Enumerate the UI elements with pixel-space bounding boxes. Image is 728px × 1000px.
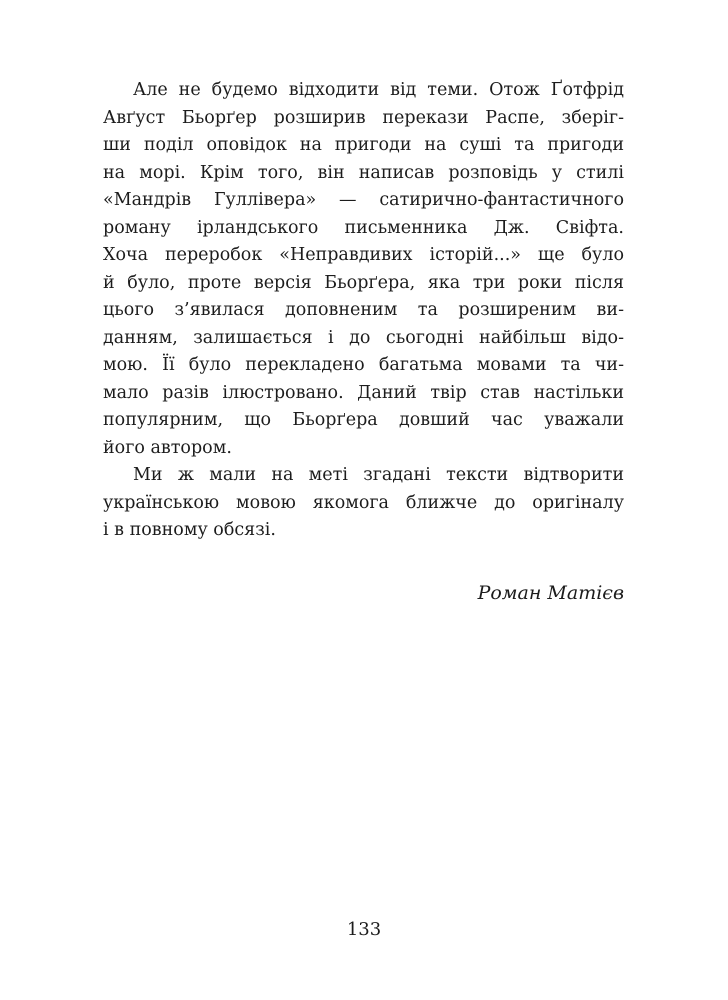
text-line: мою. Її було перекладено багатьма мовами та чи- bbox=[103, 355, 624, 375]
text-line: цього з’явилася доповненим та розширеним ви- bbox=[103, 300, 624, 320]
text-line: українською мовою якомога ближче до оригіналу bbox=[103, 492, 624, 513]
text-line: «Мандрів Гуллівера» — сатирично-фантастичного bbox=[103, 190, 624, 210]
text-line: Авґуст Бьорґер розширив перекази Распе, зберіг- bbox=[103, 107, 624, 128]
paragraph-1 bbox=[103, 77, 624, 462]
author-signature: Роман Матієв bbox=[477, 582, 624, 604]
text-line: і в повному обсязі. bbox=[103, 520, 276, 540]
text-line: на морі. Крім того, він написав розповідь у стилі bbox=[103, 162, 624, 183]
text-line: Але не будемо відходити від теми. Отож Ґотфрід bbox=[133, 80, 624, 100]
text-line: його автором. bbox=[103, 437, 232, 458]
main-text bbox=[103, 77, 624, 545]
text-line: роману ірландського письменника Дж. Свіфта. bbox=[103, 217, 624, 238]
text-line: Хоча переробок «Неправдивих історій...» ще було bbox=[103, 245, 624, 265]
text-line: ши поділ оповідок на пригоди на суші та пригоди bbox=[103, 135, 624, 155]
text-line: данням, залишається і до сьогодні найбільш відо- bbox=[103, 327, 624, 348]
paragraph-2 bbox=[103, 462, 624, 545]
text-line: Ми ж мали на меті згадані тексти відтворити bbox=[133, 465, 624, 485]
text-line: мало разів ілюстровано. Даний твір став настільки bbox=[103, 382, 624, 403]
text-line: популярним, що Бьорґера довший час уважали bbox=[103, 410, 624, 430]
page-number: 133 bbox=[346, 919, 382, 940]
text-line: й було, проте версія Бьорґера, яка три роки після bbox=[103, 272, 624, 293]
